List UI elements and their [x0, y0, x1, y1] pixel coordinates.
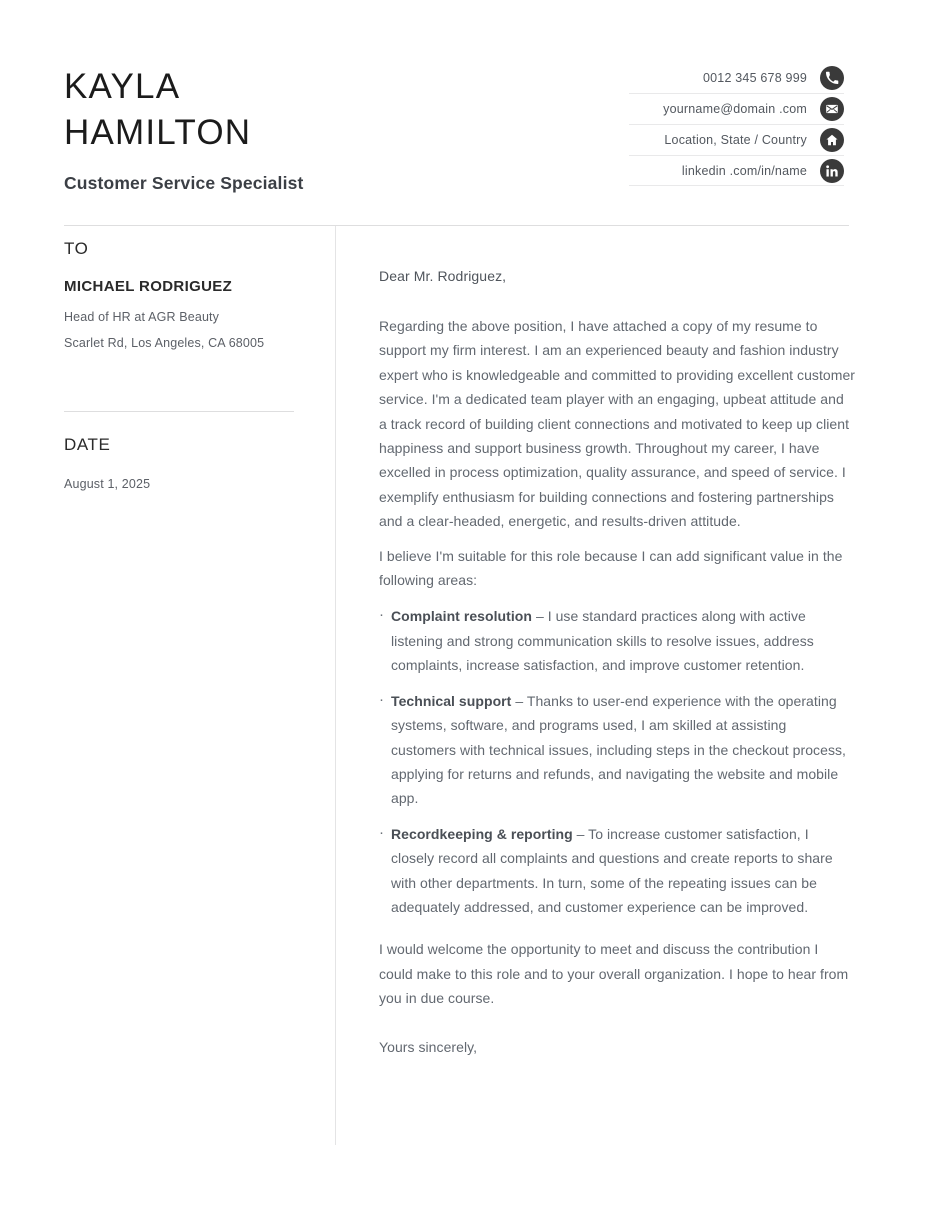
contact-list [629, 62, 844, 186]
letter-closing-paragraph: I would welcome the opportunity to meet and discuss the contribution I could make to this role and to your overall organization. I hope to hear from you in due course. [379, 941, 849, 1007]
list-item [379, 604, 855, 677]
list-item [379, 689, 855, 811]
contact-linkedin-text: linkedin .com/in/name [681, 163, 807, 178]
recipient-name: MICHAEL RODRIGUEZ [64, 278, 233, 295]
applicant-first-name: KAYLA [64, 67, 181, 106]
list-item [379, 822, 855, 920]
bullet-lead-label: Complaint resolution [391, 608, 532, 625]
contact-row-phone[interactable] [629, 62, 844, 93]
letter-meta-column [64, 226, 309, 494]
email-icon [820, 97, 844, 121]
bullet-body-text: – I use standard practices along with active listening and strong communication skills to resolve issues, address complaints, increase satisfaction, and improve customer retention. [391, 608, 814, 674]
letter-bullet-list [379, 604, 855, 919]
date-heading: DATE [64, 435, 111, 454]
applicant-job-title: Customer Service Specialist [64, 173, 304, 193]
letter-body [379, 264, 855, 1059]
date-value: August 1, 2025 [64, 477, 151, 491]
contact-phone-text: 0012 345 678 999 [703, 70, 807, 85]
letter-intro-paragraph: Regarding the above position, I have attached a copy of my resume to support my firm interest. I am an experienced beauty and fashion industry expert who is knowledgeable and committed to providing excellent customer service. I'm a dedicated team player with an engaging, upbeat attitude and a track record of building client connections and motivated to keep up client happiness and support business growth. Throughout my career, I have excelled in process optimization, quality assurance, and speed of service. I exemplify enthusiasm for building connections and fostering partnerships and a clear-headed, energetic, and results-driven attitude. [379, 318, 856, 530]
recipient-heading: TO [64, 239, 89, 258]
contact-email-text: yourname@domain .com [663, 102, 807, 116]
bullet-lead-label: Recordkeeping & reporting [391, 825, 573, 842]
home-icon [820, 128, 844, 152]
column-divider [335, 226, 336, 1145]
applicant-name-block [64, 64, 534, 195]
bullet-body-text: – Thanks to user-end experience with the operating systems, software, and programs used, I am skilled at assisting customers with technical issues, including steps in the checkout process, applying for returns and refunds, and navigating the website and mobile app. [391, 692, 846, 807]
linkedin-icon [820, 159, 844, 183]
contact-row-linkedin[interactable] [629, 155, 844, 186]
date-section [64, 411, 294, 494]
letter-areas-intro: I believe I'm suitable for this role because I can add significant value in the following areas: [379, 547, 843, 589]
letter-signoff: Yours sincerely, [379, 1038, 478, 1055]
recipient-section [64, 226, 309, 353]
contact-row-location[interactable] [629, 124, 844, 155]
applicant-last-name: HAMILTON [64, 113, 252, 152]
bullet-body-text: – To increase customer satisfaction, I closely record all complaints and questions and create reports to share with other departments. In turn, some of the repeating issues can be adequately addressed, and customer experience can be improved. [391, 825, 833, 915]
letter-salutation: Dear Mr. Rodriguez, [379, 268, 507, 284]
letter-header [0, 0, 935, 225]
recipient-address: Scarlet Rd, Los Angeles, CA 68005 [64, 336, 265, 350]
phone-icon [820, 66, 844, 90]
recipient-role: Head of HR at AGR Beauty [64, 310, 220, 324]
bullet-lead-label: Technical support [391, 692, 512, 709]
contact-row-email[interactable] [629, 93, 844, 124]
contact-location-text: Location, State / Country [664, 133, 807, 147]
